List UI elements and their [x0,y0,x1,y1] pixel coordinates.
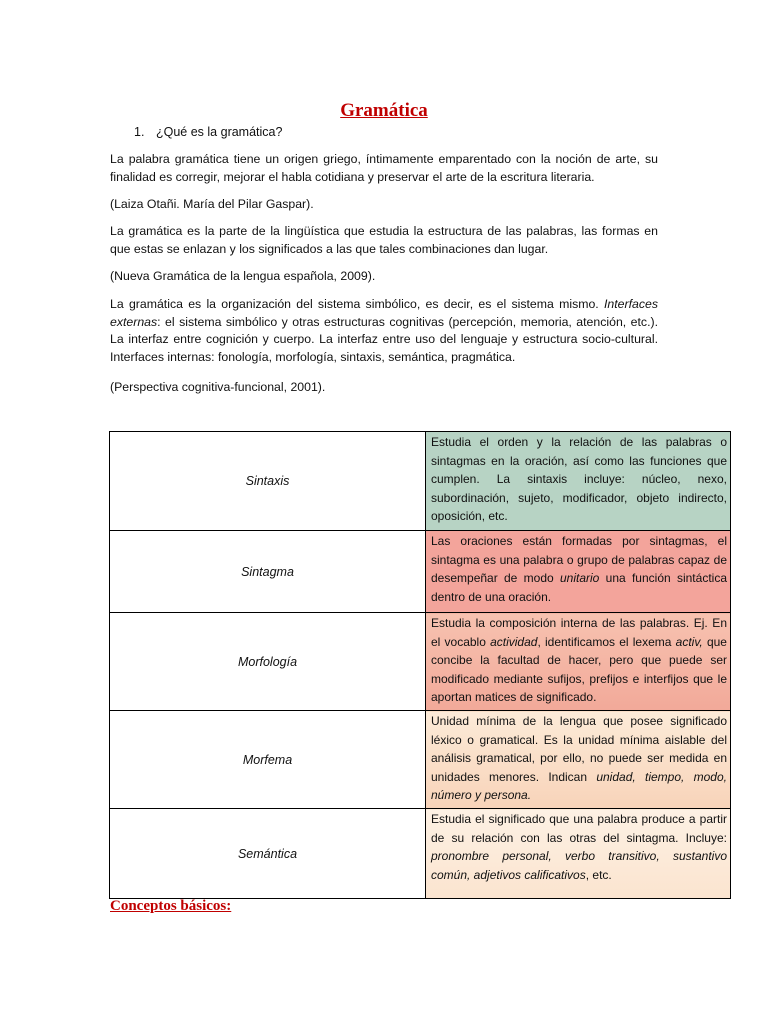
term-cell: Semántica [110,809,426,899]
description-cell [426,432,731,531]
paragraph-cognitive-b: : el sistema simbólico y otras estructuras cognitivas (percepción, memoria, atención, etc.). La interfaz entre cognición y cuerpo. La interfaz entre uso del lenguaje y estructura socio-cultural. Interfaces internas: fonología, morfología, sintaxis, semántica, pragmática. [110,314,658,364]
description-cell [426,531,731,613]
question-number: 1. [134,125,145,139]
paragraph-definition: La gramática es la parte de la lingüística que estudia la estructura de las palabras, las formas en que estas se enlazan y los significados a las que tales combinaciones dan lugar. [110,224,658,256]
description-text: Estudia el orden y la relación de las palabras o sintagmas en la oración, así como las funciones que cumplen. La sintaxis incluye: núcleo, nexo, subordinación, sujeto, modificador, objeto indirecto, oposición, etc. [431,435,727,524]
description-text: Estudia el significado que una palabra produce a partir de su relación con las otras del sintagma. Incluye: [431,812,727,845]
description-text: una función sintáctica dentro de una oración. [431,571,727,604]
description-text: Estudia la composición interna de las palabras. Ej. En el vocablo [431,616,727,649]
description-text: , identificamos el lexema [537,634,676,649]
description-text: que concibe la facultad de hacer, pero que puede ser modificado mediante sufijos, prefijos e interfijos que le aportan matices de significado. [431,634,727,705]
citation-otani: (Laiza Otañi. María del Pilar Gaspar). [110,197,314,211]
term-cell: Sintaxis [110,432,426,531]
description-italic: pronombre personal, verbo transitivo, sustantivo común, adjetivos calificativos [431,849,727,882]
citation-perspectiva: (Perspectiva cognitiva-funcional, 2001). [110,380,326,394]
description-italic: unitario [559,571,600,586]
description-italic: actividad [490,634,538,649]
question-item [134,125,282,139]
document-title: Gramática [340,100,428,121]
description-cell [426,711,731,809]
description-text: Las oraciones están formadas por sintagmas, el sintagma es una palabra o grupo de palabras capaz de desempeñar de modo [431,534,727,586]
concepts-table [109,431,731,899]
term-cell: Morfema [110,711,426,809]
paragraph-origin: La palabra gramática tiene un origen griego, íntimamente emparentado con la noción de arte, su finalidad es corregir, mejorar el habla cotidiana y preservar el arte de la escritura literaria. [110,152,658,184]
term-cell: Sintagma [110,531,426,613]
description-italic: unidad, tiempo, modo, número y persona. [431,769,727,803]
question-text: ¿Qué es la gramática? [156,125,283,139]
description-text: , etc. [585,867,612,882]
description-cell [426,613,731,711]
description-italic: activ, [675,634,703,649]
paragraph-cognitive-italic: Interfaces externas [110,297,658,329]
description-cell [426,809,731,899]
term-cell: Morfología [110,613,426,711]
paragraph-cognitive [110,296,658,366]
table-row [110,531,731,613]
table-row [110,613,731,711]
table-row [110,711,731,809]
table-row [110,432,731,531]
citation-nueva-gramatica: (Nueva Gramática de la lengua española, 2009). [110,269,376,283]
paragraph-cognitive-a: La gramática es la organización del sistema simbólico, es decir, es el sistema mismo. [110,297,604,311]
description-text: Unidad mínima de la lengua que posee significado léxico o gramatical. Es la unidad mínima aislable del análisis gramatical, por ello, no puede ser medida en unidades menores. Indican [431,714,727,784]
section-heading: Conceptos básicos: [110,898,232,914]
table-row [110,809,731,899]
